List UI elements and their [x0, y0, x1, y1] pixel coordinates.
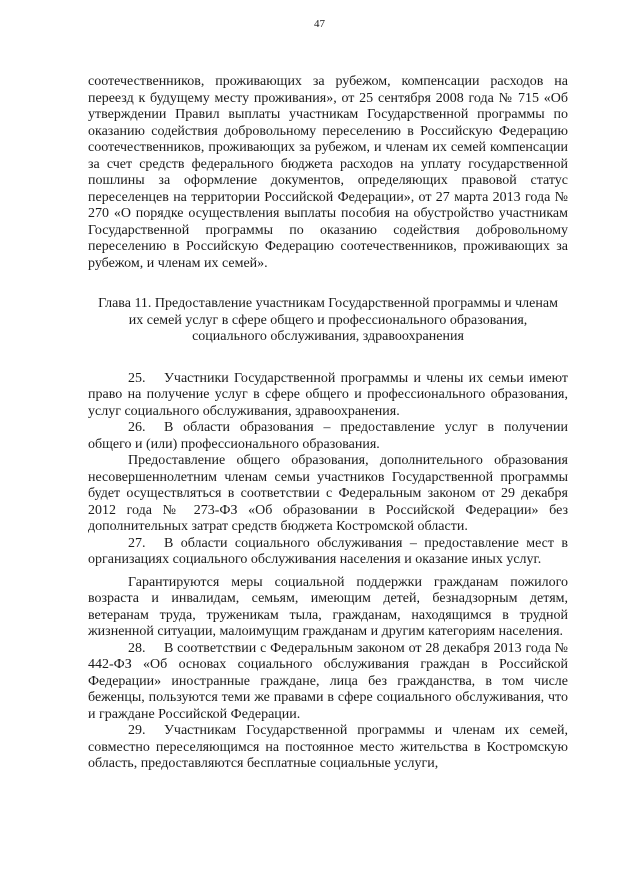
paragraph-number: 25. [128, 370, 146, 386]
paragraph-27-detail: Гарантируются меры социальной поддержки гражданам пожилого возраста и инвалидам, семьям, имеющим детей, безнадзорным детям, ветеранам труда, труженикам тыла, гражданам, находящимся в трудной жизненной ситуации, малоимущим гражданам и другим категориям населения. [88, 574, 568, 639]
paragraph-26-detail: Предоставление общего образования, дополнительного образования несовершеннолетним членам семьи участников Государственной программы будет осуществляться в соответствии с Федеральным законом от 29 декабря 2012 года № 273-ФЗ «Об образовании в Российской Федерации» без дополнительных затрат средств бюджета Костромской области. [88, 453, 568, 534]
paragraph-29 [88, 723, 568, 773]
page-number: 47 [314, 18, 325, 30]
paragraph-number: 27. [128, 535, 146, 551]
paragraph-text: В соответствии с Федеральным законом от 28 декабря 2013 года № 442-ФЗ «Об основах социального обслуживания граждан в Российской Федерации» иностранные граждане, лица без гражданства, в том числе беженцы, пользуются теми же правами в сфере социального обслуживания, что и граждане Российской Федерации. [88, 640, 568, 722]
paragraph-28 [88, 641, 568, 724]
paragraph-26 [88, 420, 568, 453]
paragraph-25 [88, 371, 568, 421]
paragraph-continuation: соотечественников, проживающих за рубежом, компенсации расходов на переезд к будущему месту проживания», от 25 сентября 2008 года № 715 «Об утверждении Правил выплаты участникам Государственной программы по оказанию содействия добровольному переселению в Российскую Федерацию соотечественников, проживающих за рубежом, и членам их семей компенсации за счет средств федерального бюджета расходов на уплату государственной пошлины за оформление документов, определяющих правовой статус переселенцев на территории Российской Федерации», от 27 марта 2013 года № 270 «О порядке осуществления выплаты пособия на обустройство участникам Государственной программы по оказанию содействия добровольному переселению в Российскую Федерацию соотечественников, проживающих за рубежом, и членам их семей». [88, 74, 568, 271]
document-body [88, 74, 568, 773]
paragraph-number: 29. [128, 723, 146, 738]
paragraph-text: В области образования – предоставление услуг в получении общего и (или) профессионального образования. [88, 420, 568, 452]
paragraph-text: В области социального обслуживания – предоставление мест в организациях социального обслуживания населения и оказание иных услуг. [88, 535, 568, 567]
paragraph-text: Участники Государственной программы и члены их семьи имеют право на получение услуг в сфере общего и профессионального образования, услуг социального обслуживания, здравоохранения. [88, 370, 568, 419]
chapter-title: Глава 11. Предоставление участникам Государственной программы и членам их семей услуг в сфере общего и профессионального образования, социального обслуживания, здравоохранения [98, 296, 558, 344]
paragraph-number: 26. [128, 420, 146, 435]
paragraph-text: Участникам Государственной программы и членам их семей, совместно переселяющимся на постоянное место жительства в Костромскую область, предоставляются бесплатные социальные услуги, [88, 723, 568, 771]
paragraph-number: 28. [128, 640, 146, 656]
paragraph-27 [88, 536, 568, 569]
